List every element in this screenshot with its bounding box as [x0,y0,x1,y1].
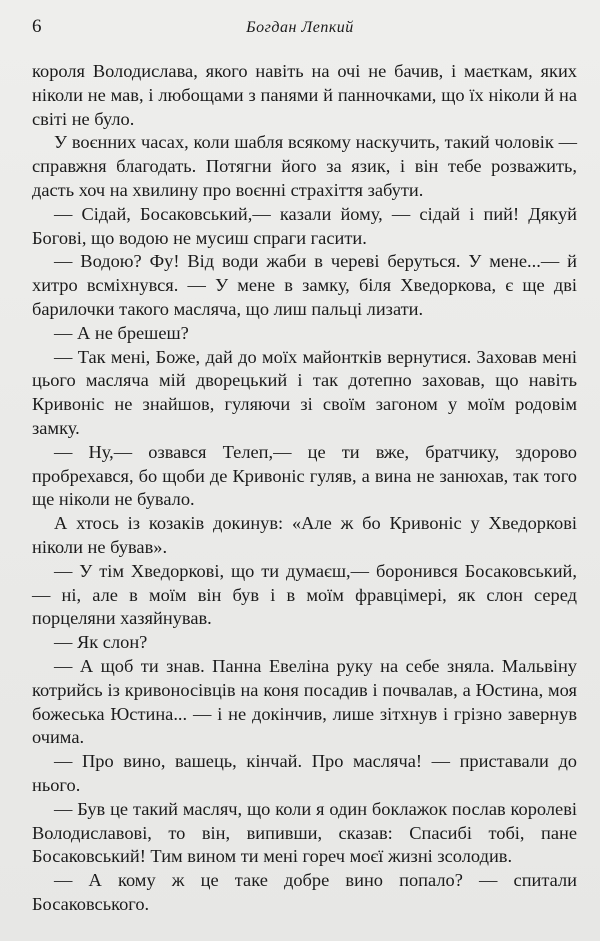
paragraph: У воєнних часах, коли шабля всякому наскучить, такий чоловік — справжня благодать. Потягни його за язик, і він тебе розважить, дасть хоч на хвилину про воєнні страхіття забути. [32,132,577,200]
paragraph: — А кому ж це таке добре вино попало? — спитали Босаковського. [32,870,577,914]
paragraph: короля Володислава, якого навіть на очі не бачив, і маєткам, яких ніколи не мав, і любощами з панями й панночками, що їх ніколи й на світі не було. [32,61,577,129]
text-body [32,60,577,917]
paragraph: — А не брешеш? [54,322,189,343]
paragraph: — Як слон? [54,632,148,653]
running-head-author: Богдан Лепкий [246,19,354,36]
paragraph: — Так мені, Боже, дай до моїх майонтків вернутися. Заховав мені цього масляча мій дворецький і так дотепно заховав, що навіть Кривоніс не знайшов, гуляючи зі своїм загоном у моїм родовім замку. [32,346,577,438]
paragraph: — Сідай, Босаковський,— казали йому, — сідай і пий! Дякуй Богові, що водою не мусиш спраги гасити. [32,203,577,248]
running-head [32,16,568,46]
paragraph: — Ну,— озвався Телеп,— це ти вже, братчику, здорово пробрехався, бо щоби де Кривоніс гуляв, а вина не занюхав, так того ще ніколи не бувало. [32,441,577,510]
paragraph: — У тім Хведоркові, що ти думаєш,— боронився Босаковський, — ні, але в моїм він був і в моїм фравцімері, як слон серед порцеляни хазяйнував. [32,560,577,629]
paragraph: — Водою? Фу! Від води жаби в череві беруться. У мене...— й хитро всміхнувся. — У мене в замку, біля Хведоркова, є ще дві барилочки такого масляча, що лиш пальці лизати. [32,251,577,319]
paragraph: — Про вино, вашець, кінчай. Про масляча! — приставали до нього. [32,751,577,795]
page-number: 6 [32,16,42,37]
paragraph: А хтось із козаків докинув: «Але ж бо Кривоніс у Хведоркові ніколи не бував». [32,513,577,557]
paragraph: — А щоб ти знав. Панна Евеліна руку на себе зняла. Мальвіну котрийсь із кривоносівців на коня посадив і почвалав, а Юстина, моя божеська Юстина... — і не докінчив, лише зітхнув і грізно завернув очима. [32,655,577,748]
paragraph: — Був це такий масляч, що коли я один боклажок послав королеві Володиславові, то він, випивши, сказав: Спасибі тобі, пане Босаковський! Тим вином ти мені гореч моєї жизні зсолодив. [32,798,577,867]
